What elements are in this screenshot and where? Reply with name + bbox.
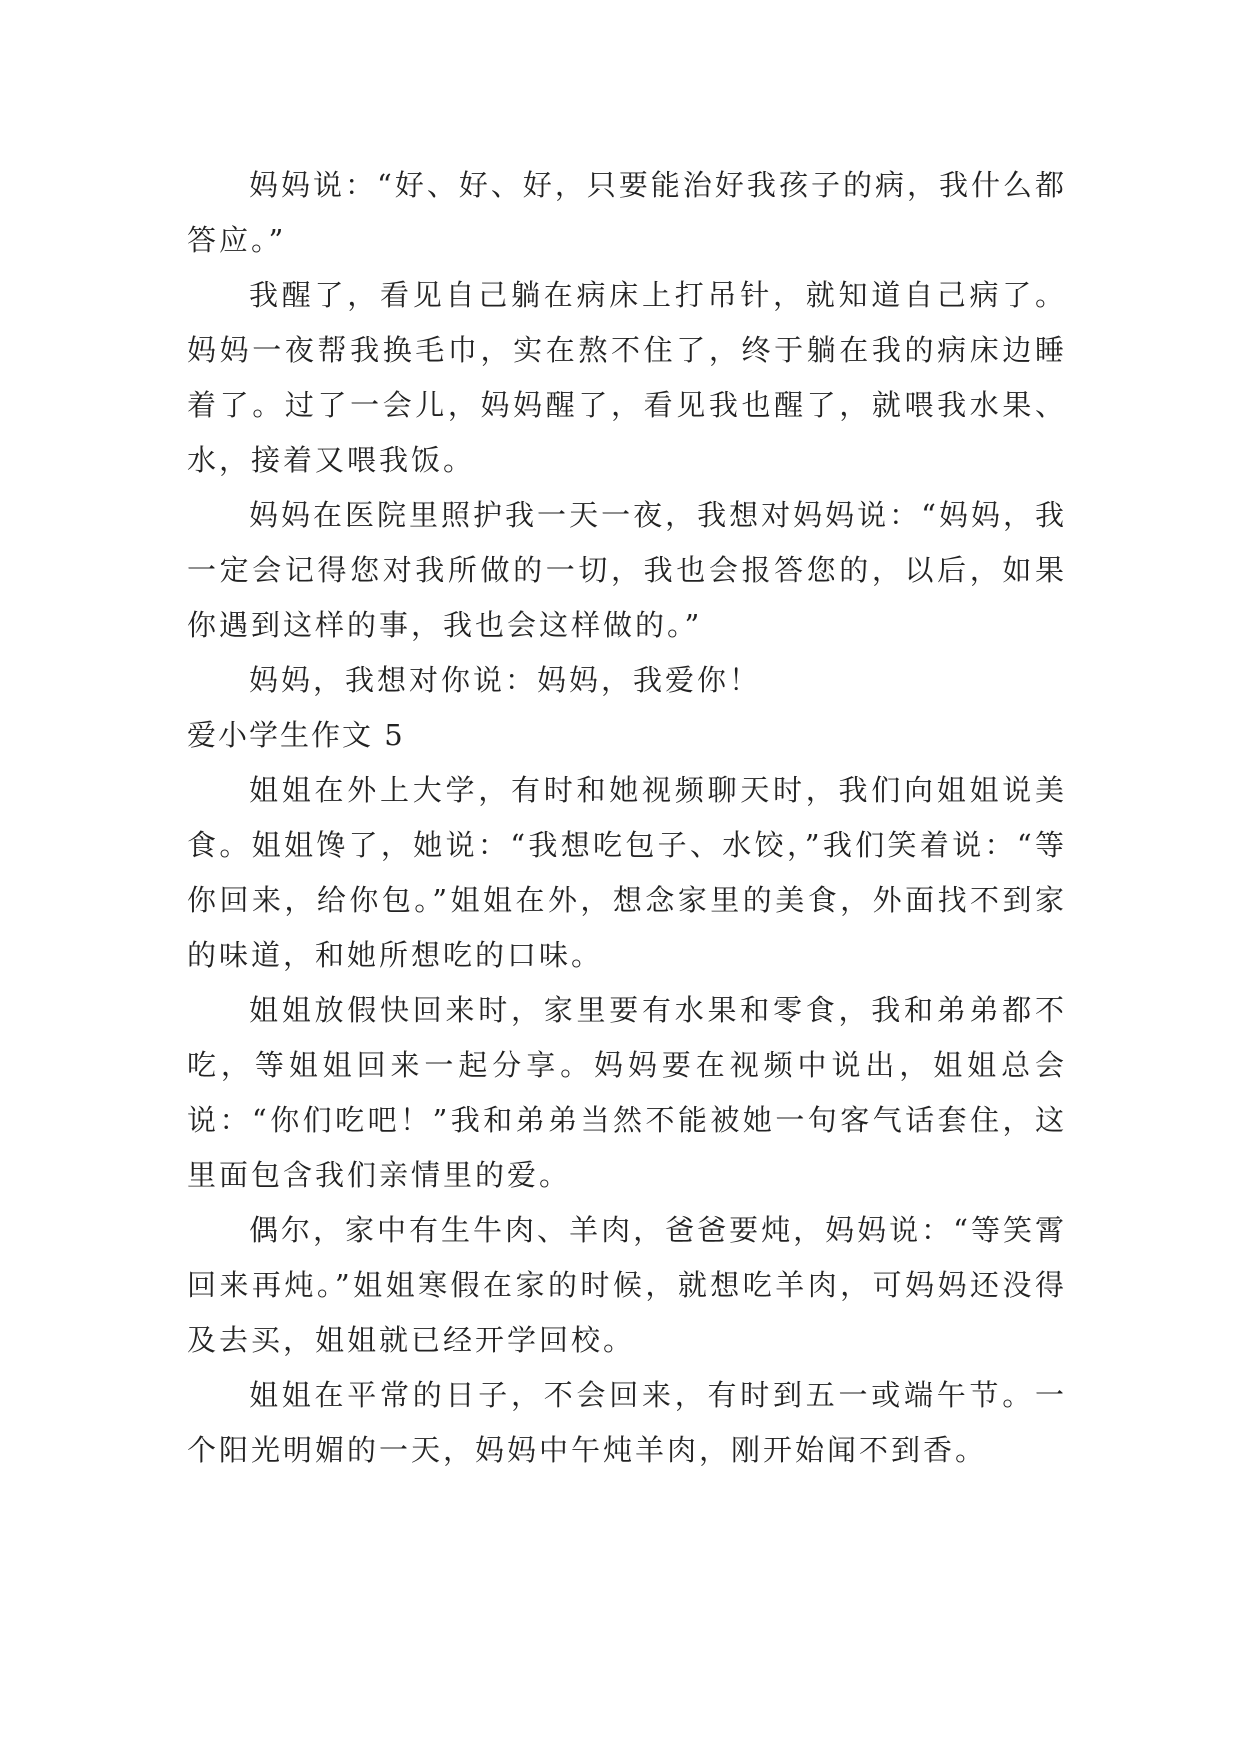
paragraph: 妈妈在医院里照护我一天一夜，我想对妈妈说：“妈妈，我一定会记得您对我所做的一切，我也会报答您的，以后，如果你遇到这样的事，我也会这样做的。” <box>187 498 1067 642</box>
paragraph: 我醒了，看见自己躺在病床上打吊针，就知道自己病了。妈妈一夜帮我换毛巾，实在熬不住了，终于躺在我的病床边睡着了。过了一会儿，妈妈醒了，看见我也醒了，就喂我水果、水，接着又喂我饭。 <box>187 278 1067 477</box>
paragraph: 妈妈，我想对你说：妈妈，我爱你！ <box>249 663 762 697</box>
paragraph: 姐姐在外上大学，有时和她视频聊天时，我们向姐姐说美食。姐姐馋了，她说：“我想吃包子、水饺，”我们笑着说：“等你回来，给你包。”姐姐在外，想念家里的美食，外面找不到家的味道，和她所想吃的口味。 <box>187 773 1067 972</box>
paragraph: 偶尔，家中有生牛肉、羊肉，爸爸要炖，妈妈说：“等笑霄回来再炖。”姐姐寒假在家的时候，就想吃羊肉，可妈妈还没得及去买，姐姐就已经开学回校。 <box>187 1213 1067 1357</box>
paragraph: 妈妈说：“好、好、好，只要能治好我孩子的病，我什么都答应。” <box>187 168 1067 257</box>
document-body <box>187 158 1067 1478</box>
paragraph: 姐姐在平常的日子，不会回来，有时到五一或端午节。一个阳光明媚的一天，妈妈中午炖羊肉，刚开始闻不到香。 <box>187 1378 1067 1467</box>
section-title: 爱小学生作文 5 <box>187 718 405 752</box>
paragraph: 姐姐放假快回来时，家里要有水果和零食，我和弟弟都不吃，等姐姐回来一起分享。妈妈要在视频中说出，姐姐总会说：“你们吃吧！”我和弟弟当然不能被她一句客气话套住，这里面包含我们亲情里的爱。 <box>187 993 1067 1192</box>
